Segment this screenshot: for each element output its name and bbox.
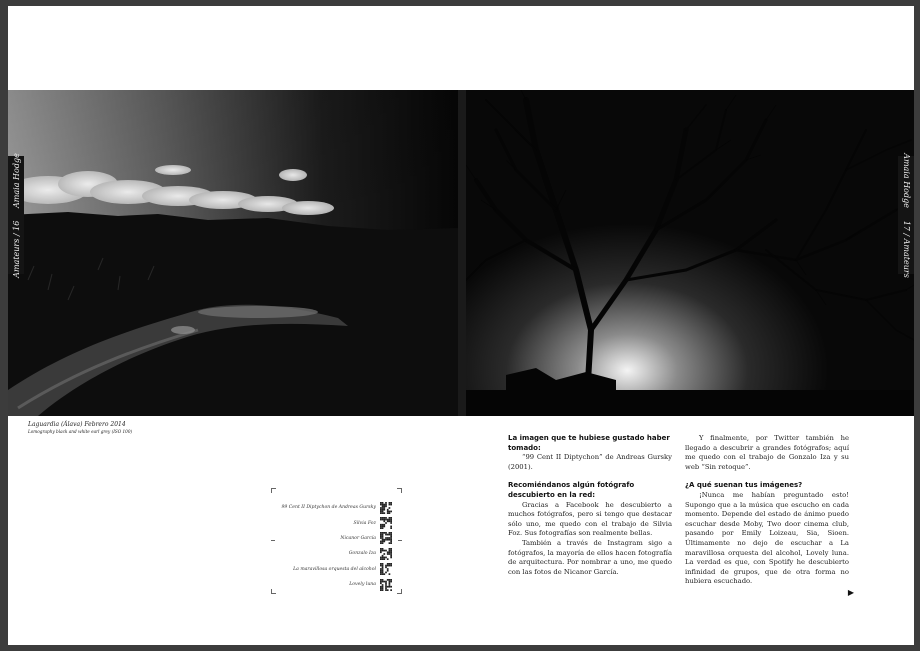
qr-links-box: [271, 488, 402, 594]
answer-paragraph: “99 Cent II Diptychon” de Andreas Gursky (2001).: [508, 453, 672, 471]
interview-column-1: [508, 434, 672, 577]
qr-link-row[interactable]: [274, 500, 392, 515]
question-heading: La imagen que te hubiese gustado haber tomado:: [508, 434, 670, 452]
interview-column-2: [685, 434, 849, 587]
caption-film: Lomography black and white earl grey (ISO 100): [28, 429, 133, 434]
qr-code-icon[interactable]: [380, 532, 392, 544]
left-side-tab-text: [12, 153, 21, 278]
qr-link-label: Silvia Foz: [353, 520, 376, 526]
right-tab-author: Amaia Hodge: [901, 152, 911, 208]
qr-link-label: Lovely luna: [349, 582, 376, 588]
qr-code-icon[interactable]: [380, 579, 392, 591]
right-side-tab: [898, 152, 914, 278]
answer-paragraph: También a través de Instagram sigo a fotógrafos, la mayoría de ellos hacen fotografía de arquitectura. Por nombrar a uno, me quedo con las fotos de Nicanor García.: [508, 538, 672, 576]
crop-mark: [271, 488, 276, 493]
crop-mark: [397, 488, 402, 493]
end-of-article-arrow-icon: ▶: [847, 588, 854, 597]
qr-link-row[interactable]: [274, 562, 392, 577]
question-heading: Recomiéndanos algún fotógrafo descubierto en la red:: [508, 481, 635, 499]
qr-code-icon[interactable]: [380, 517, 392, 529]
answer-paragraph: Y finalmente, por Twitter también he llegado a descubrir a grandes fotógrafos; aquí me quedo con el trabajo de Gonzalo Iza y su web “Sin retoque”.: [685, 434, 849, 471]
answer-paragraph: Gracias a Facebook he descubierto a muchos fotógrafos, pero si tengo que destacar sólo uno, me quedo con el trabajo de Silvia Foz. Sus fotografías son realmente bellas.: [508, 500, 672, 538]
qr-link-row[interactable]: [274, 531, 392, 546]
photo-caption: [28, 421, 132, 435]
qr-link-label: Gonzalo Iza: [348, 551, 376, 557]
left-tab-section: Amateurs / 16: [11, 220, 21, 278]
qr-link-row[interactable]: [274, 515, 392, 530]
tree-photo: [466, 90, 914, 416]
qr-code-icon[interactable]: [380, 502, 392, 514]
right-tab-section: 17 / Amateurs: [901, 220, 911, 278]
qr-link-row[interactable]: [274, 546, 392, 561]
qr-list: [274, 500, 392, 592]
left-tab-author: Amaia Hodge: [11, 152, 21, 208]
qr-link-label: Nicanor García: [340, 535, 376, 541]
magazine-spread: [8, 6, 914, 645]
qr-link-label: 99 Cent II Diptychon de Andreas Gursky: [281, 505, 376, 511]
right-side-tab-text: [902, 153, 911, 278]
question-heading: ¿A qué suenan tus imágenes?: [685, 481, 803, 490]
caption-location: Laguardia (Álava) Febrero 2014: [28, 421, 126, 428]
qr-code-icon[interactable]: [380, 548, 392, 560]
spine-gutter: [458, 90, 466, 416]
left-side-tab: [8, 152, 24, 278]
qr-code-icon[interactable]: [380, 563, 392, 575]
crop-mark: [398, 540, 402, 541]
crop-mark: [397, 589, 402, 594]
landscape-photo: [8, 90, 458, 416]
qr-link-label: La maravillosa orquesta del alcohol: [293, 566, 376, 572]
qr-link-row[interactable]: [274, 577, 392, 592]
answer-paragraph: ¡Nunca me habían preguntado esto! Supongo que a la música que escucho en cada momento. Depende del estado de ánimo puedo escuchar desde Moby, Two door cinema club, pasando por Emily Loizeau, Sia, Sioen. Últimamente no dejo de escuchar a La maravillosa orquesta del alcohol, Lovely luna. La verdad es que, con Spotify he descubierto infinidad de grupos, que de otra forma no hubiera escuchado.: [685, 490, 849, 586]
